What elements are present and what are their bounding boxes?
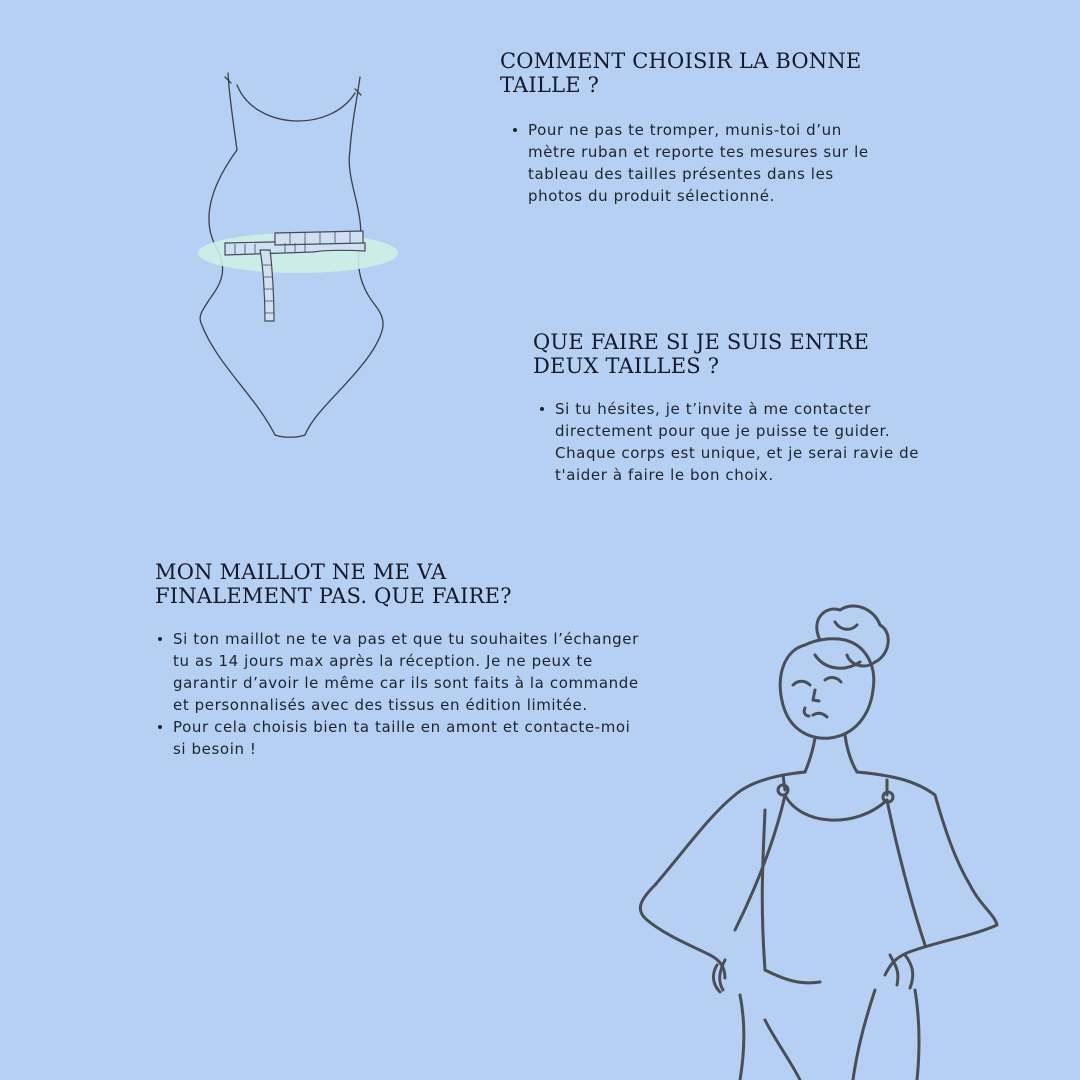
list-item: Pour cela choisis bien ta taille en amont et contacte-moi si besoin ! [155, 716, 640, 760]
section-list-exchange [155, 628, 640, 760]
swimsuit-illustration [195, 65, 435, 445]
woman-illustration [625, 600, 1005, 1080]
section-title-exchange: MON MAILLOT NE ME VA FINALEMENT PAS. QUE FAIRE? [155, 560, 512, 608]
section-title-choose-size: COMMENT CHOISIR LA BONNE TAILLE ? [500, 49, 862, 97]
section-title-between-sizes: QUE FAIRE SI JE SUIS ENTRE DEUX TAILLES ? [533, 330, 870, 378]
list-item: Pour ne pas te tromper, munis-toi d’un mètre ruban et reporte tes mesures sur le tableau des tailles présentes dans les photos du produit sélectionné. [510, 119, 890, 207]
section-list-choose-size [510, 119, 890, 207]
section-list-between-sizes [537, 398, 922, 486]
list-item: Si ton maillot ne te va pas et que tu souhaites l’échanger tu as 14 jours max après la réception. Je ne peux te garantir d’avoir le même car ils sont faits à la commande et personnalisés avec des tissus en édition limitée. [155, 628, 640, 716]
list-item: Si tu hésites, je t’invite à me contacter directement pour que je puisse te guider. Chaque corps est unique, et je serai ravie de t'aider à faire le bon choix. [537, 398, 922, 486]
